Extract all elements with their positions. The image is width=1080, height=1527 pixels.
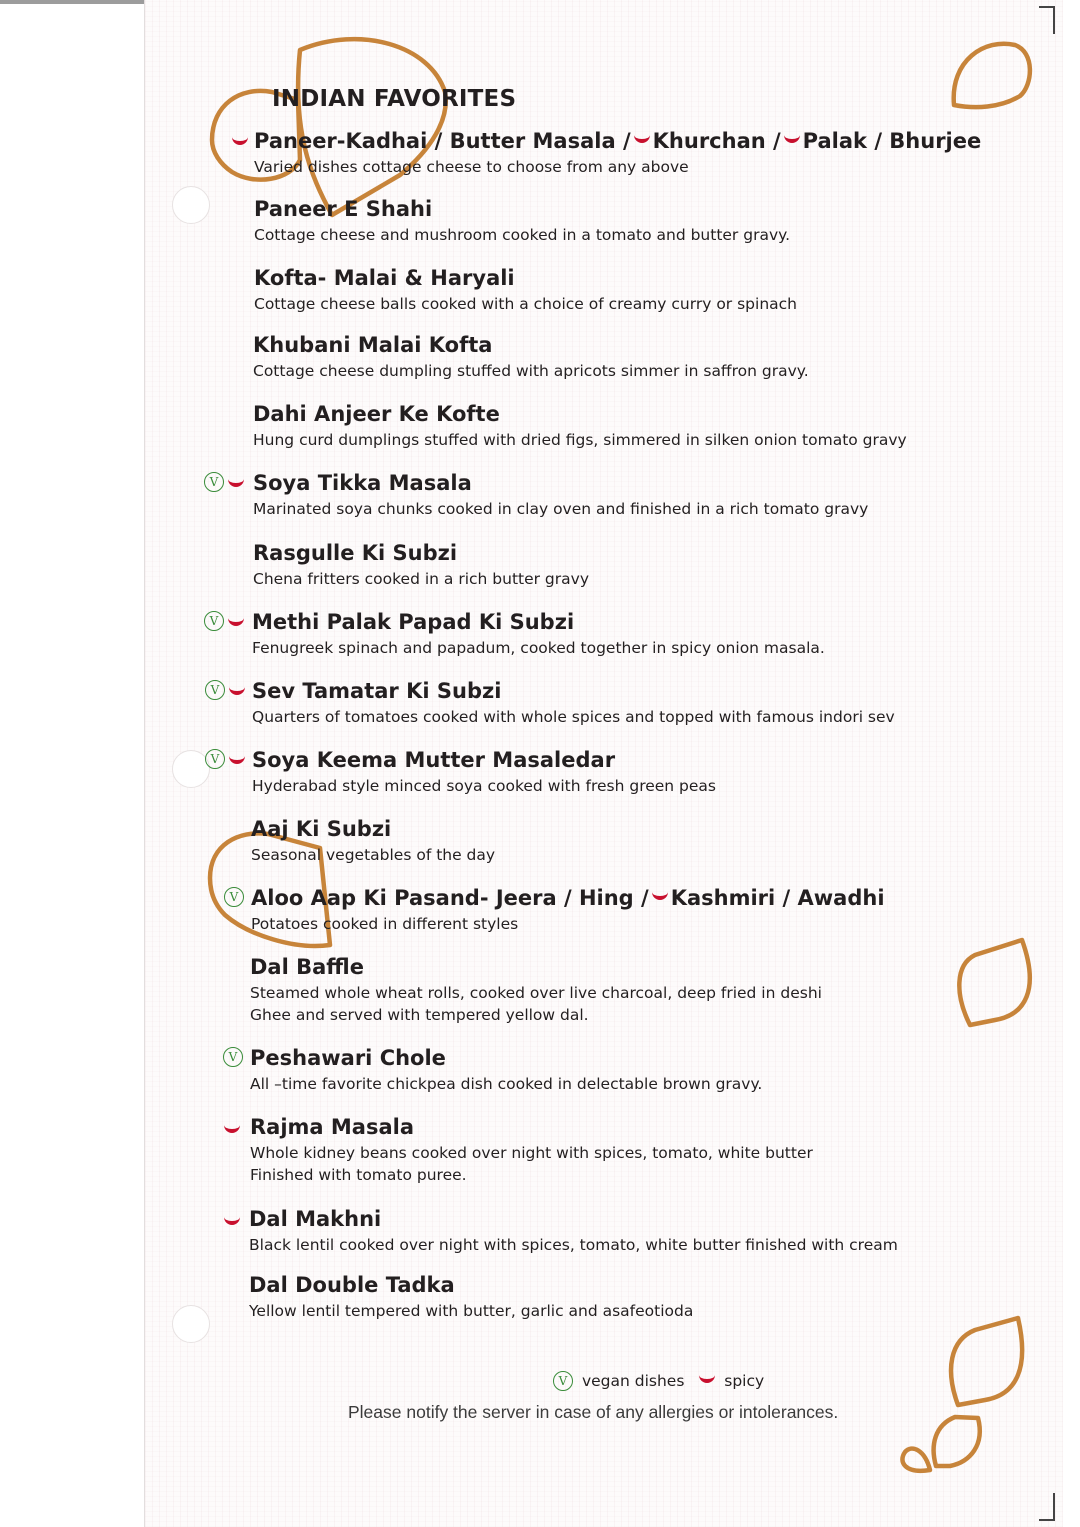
menu-item-description: All –time favorite chickpea dish cooked in delectable brown gravy. xyxy=(250,1075,763,1093)
chili-icon xyxy=(228,478,244,487)
menu-item xyxy=(254,265,1014,315)
vegan-v-circle-icon: V xyxy=(205,749,225,769)
menu-item xyxy=(210,747,1012,797)
item-markers xyxy=(204,472,244,492)
menu-item xyxy=(254,196,1014,246)
menu-item xyxy=(209,470,1013,520)
menu-title: INDIAN FAVORITES xyxy=(272,86,517,112)
menu-item-name: Paneer-Kadhai / Butter Masala / Khurchan / Palak / Bhurjee xyxy=(254,129,982,153)
menu-item xyxy=(210,678,1012,728)
item-markers xyxy=(205,749,245,769)
legend-spicy-label: spicy xyxy=(724,1371,765,1390)
vegan-v-circle-icon: V xyxy=(553,1371,573,1391)
menu-item-name: Sev Tamatar Ki Subzi xyxy=(252,679,502,703)
menu-item-name: Methi Palak Papad Ki Subzi xyxy=(252,610,575,634)
menu-item-name: Aloo Aap Ki Pasand- Jeera / Hing / Kashmiri / Awadhi xyxy=(251,886,885,910)
menu-item xyxy=(209,609,1012,659)
menu-item xyxy=(254,128,1014,178)
menu-item xyxy=(229,885,1011,935)
menu-item-name: Soya Keema Mutter Masaledar xyxy=(252,748,616,772)
binder-hole xyxy=(172,1305,210,1343)
chili-icon xyxy=(224,1216,240,1225)
menu-item-name: Dal Makhni xyxy=(249,1207,382,1231)
scan-corner-bottom-right xyxy=(1039,1493,1055,1521)
menu-item-description: Varied dishes cottage cheese to choose from any above xyxy=(254,158,689,176)
item-markers xyxy=(223,1047,243,1067)
menu-item-description: Cottage cheese balls cooked with a choice of creamy curry or spinach xyxy=(254,295,797,313)
chili-icon xyxy=(784,134,800,143)
menu-item-description: Hung curd dumplings stuffed with dried figs, simmered in silken onion tomato gravy xyxy=(253,431,907,449)
vegan-v-circle-icon: V xyxy=(205,680,225,700)
menu-item xyxy=(253,540,1013,590)
chili-icon xyxy=(229,755,245,764)
item-markers xyxy=(224,887,244,907)
menu-item xyxy=(253,332,1013,382)
menu-item-description: Yellow lentil tempered with butter, garlic and asafeotioda xyxy=(249,1302,694,1320)
menu-item-description: Potatoes cooked in different styles xyxy=(251,915,519,933)
menu-item-description: Cottage cheese and mushroom cooked in a tomato and butter gravy. xyxy=(254,226,791,244)
menu-item-description: Black lentil cooked over night with spices, tomato, white butter finished with cream xyxy=(249,1236,898,1254)
vegan-v-circle-icon: V xyxy=(204,472,224,492)
menu-item-description: Hyderabad style minced soya cooked with fresh green peas xyxy=(252,777,717,795)
scan-corner-top-right xyxy=(1039,6,1055,34)
menu-item xyxy=(249,1272,1009,1322)
menu-item xyxy=(249,1206,1009,1256)
menu-item-name: Dahi Anjeer Ke Kofte xyxy=(253,402,500,426)
menu-item-name: Peshawari Chole xyxy=(250,1046,446,1070)
menu-item xyxy=(250,954,1010,1026)
chili-icon xyxy=(224,1124,240,1133)
legend-vegan-label: vegan dishes xyxy=(581,1371,685,1390)
menu-item-name: Dal Double Tadka xyxy=(249,1273,455,1297)
legend xyxy=(553,1371,764,1391)
vegan-v-circle-icon: V xyxy=(223,1047,243,1067)
menu-item-name: Khubani Malai Kofta xyxy=(253,333,493,357)
item-markers xyxy=(232,132,248,150)
item-markers xyxy=(204,611,244,631)
menu-item xyxy=(228,1045,1010,1095)
menu-item-name: Kofta- Malai & Haryali xyxy=(254,266,515,290)
menu-item xyxy=(250,1114,1010,1186)
binder-hole xyxy=(172,186,210,224)
menu-item-name: Rajma Masala xyxy=(250,1115,415,1139)
chili-icon xyxy=(652,891,668,900)
allergy-note: Please notify the server in case of any allergies or intolerances. xyxy=(348,1402,839,1422)
menu-item-description: Steamed whole wheat rolls, cooked over live charcoal, deep fried in deshi Ghee and served with tempered yellow dal. xyxy=(250,984,822,1024)
chili-icon xyxy=(228,617,244,626)
menu-item-description: Seasonal vegetables of the day xyxy=(251,846,496,864)
menu-item-name: Aaj Ki Subzi xyxy=(251,817,392,841)
vegan-v-circle-icon: V xyxy=(204,611,224,631)
menu-item-description: Quarters of tomatoes cooked with whole spices and topped with famous indori sev xyxy=(252,708,895,726)
menu-item xyxy=(253,401,1013,451)
menu-item-name: Paneer E Shahi xyxy=(254,197,433,221)
chili-icon xyxy=(634,134,650,143)
chili-icon xyxy=(232,136,248,145)
menu-item-description: Whole kidney beans cooked over night with spices, tomato, white butter Finished with tomato puree. xyxy=(250,1144,813,1184)
menu-item-description: Cottage cheese dumpling stuffed with apricots simmer in saffron gravy. xyxy=(253,362,809,380)
menu-item-description: Fenugreek spinach and papadum, cooked together in spicy onion masala. xyxy=(252,639,825,657)
item-markers xyxy=(205,680,245,700)
chili-icon xyxy=(699,1374,715,1383)
menu-item-name: Soya Tikka Masala xyxy=(253,471,472,495)
menu-item xyxy=(251,816,1011,866)
menu-item-name: Rasgulle Ki Subzi xyxy=(253,541,458,565)
menu-item-description: Marinated soya chunks cooked in clay oven and finished in a rich tomato gravy xyxy=(253,500,869,518)
item-markers xyxy=(224,1212,240,1230)
chili-icon xyxy=(229,686,245,695)
vegan-v-circle-icon: V xyxy=(224,887,244,907)
menu-item-name: Dal Baffle xyxy=(250,955,364,979)
menu-item-description: Chena fritters cooked in a rich butter gravy xyxy=(253,570,589,588)
item-markers xyxy=(224,1120,240,1138)
scan-edge-line xyxy=(0,0,144,4)
